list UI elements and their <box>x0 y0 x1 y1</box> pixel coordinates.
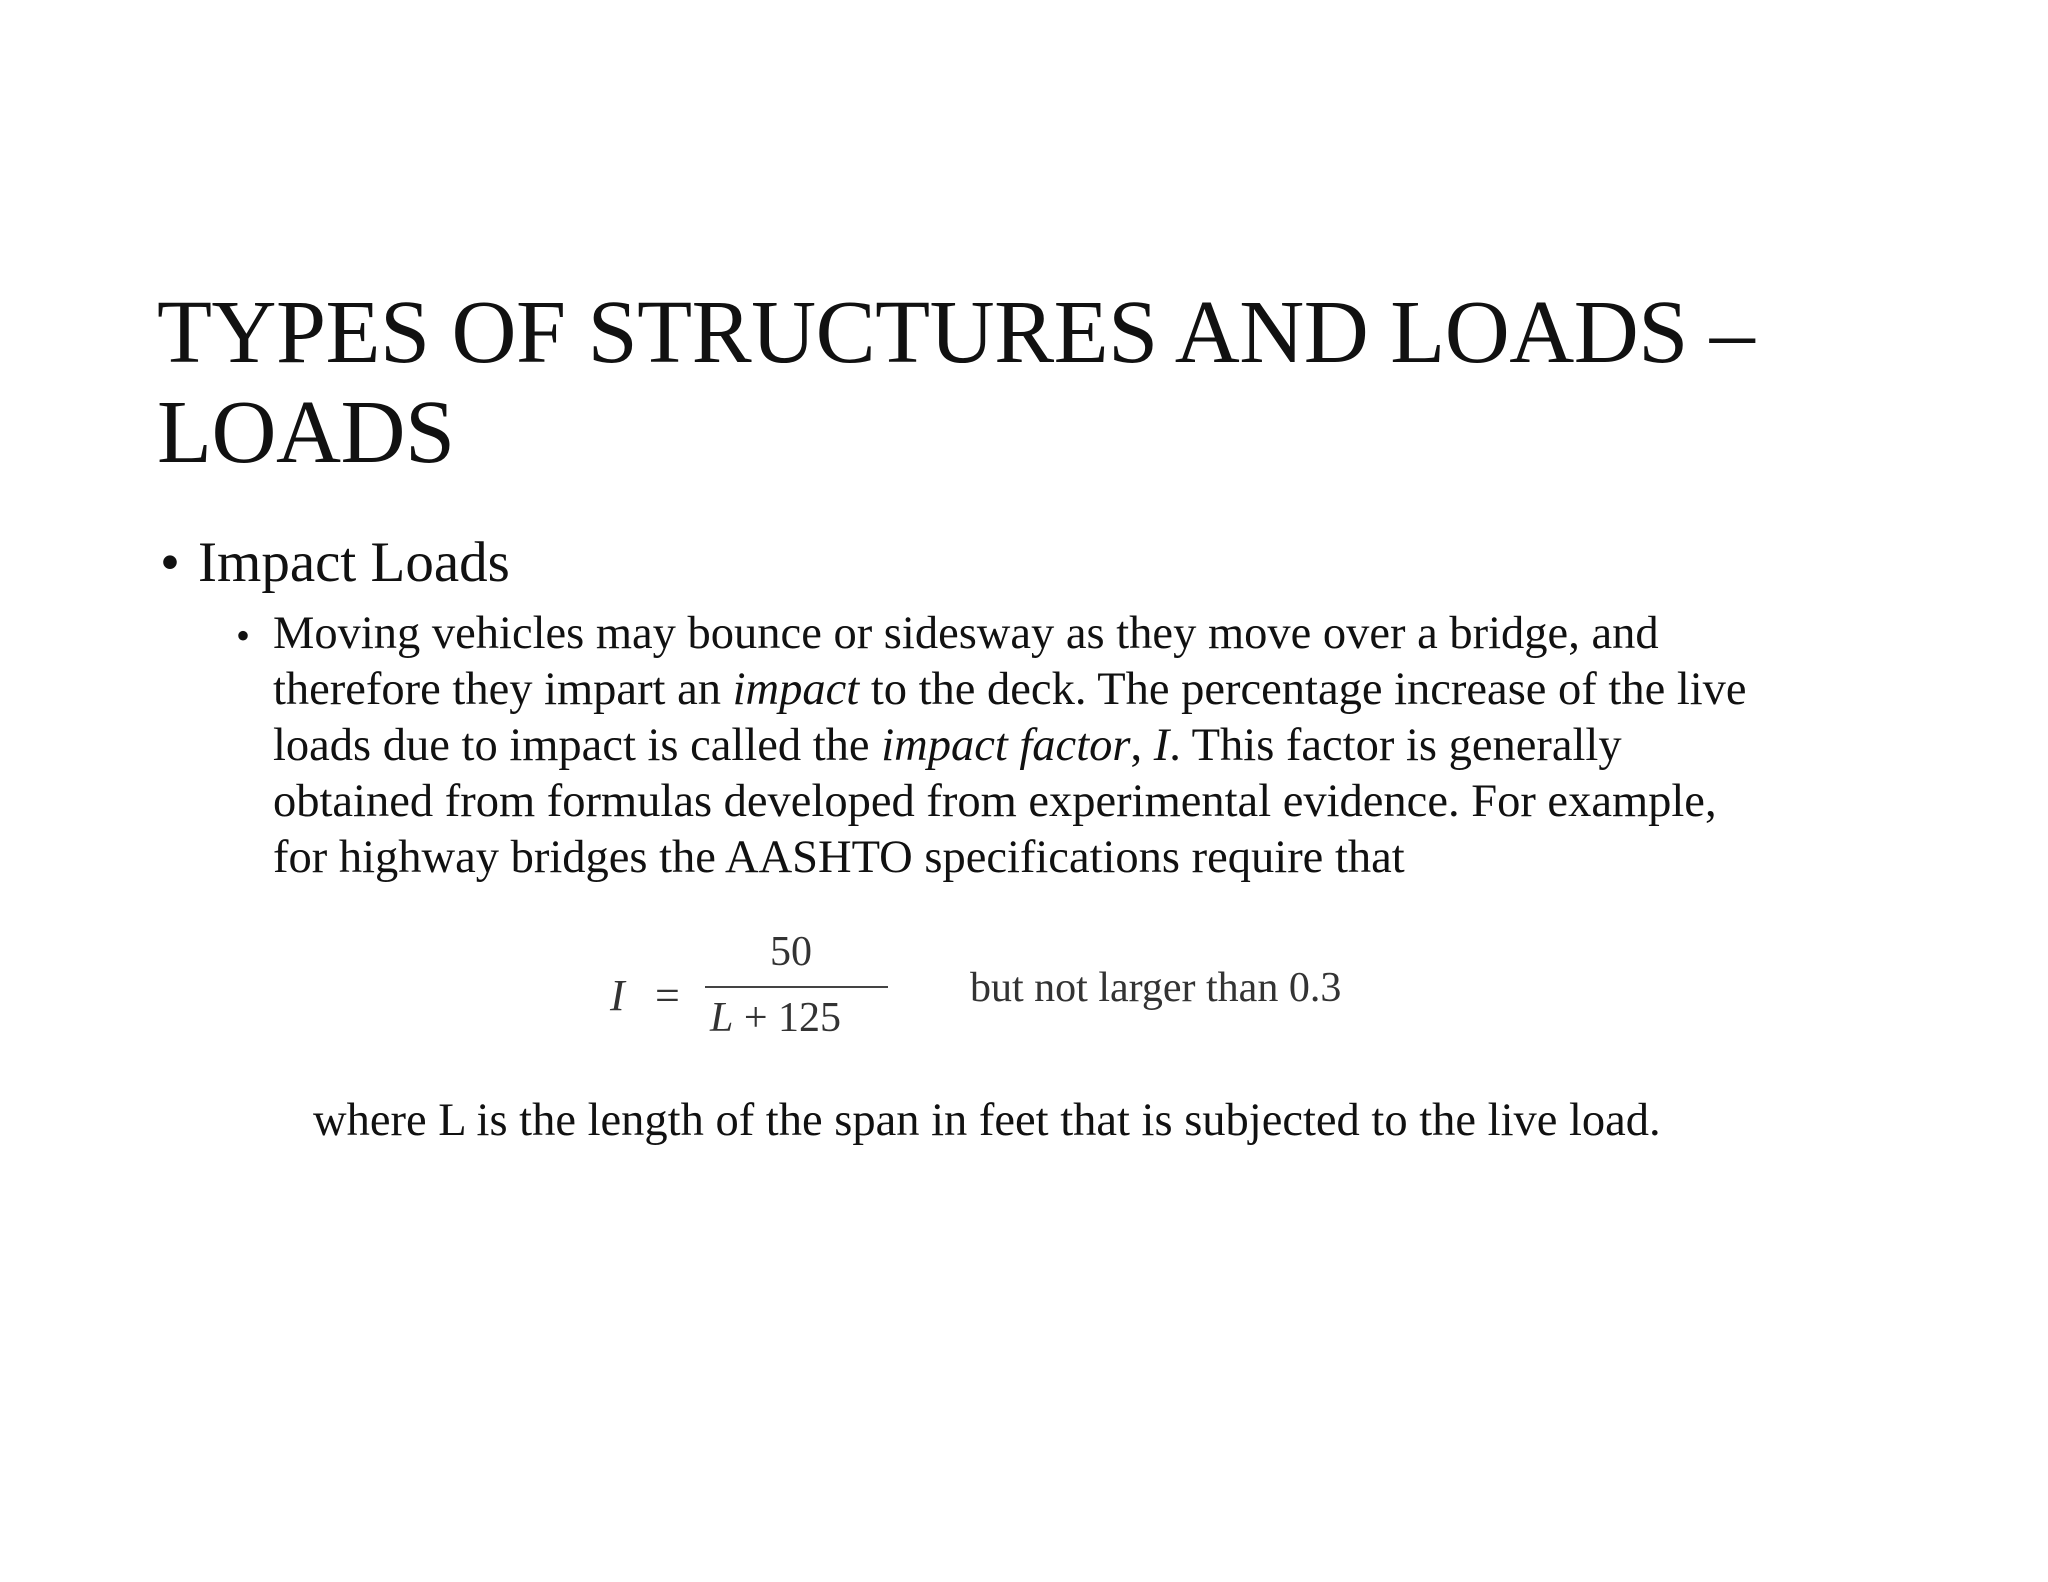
denominator-variable: L <box>710 995 734 1041</box>
formula-equals: = <box>655 971 680 1020</box>
fraction-bar <box>705 986 888 988</box>
paragraph-line-5: for highway bridges the AASHTO specifications require that <box>273 832 1405 883</box>
sub-bullet-paragraph <box>273 606 1913 886</box>
formula-numerator: 50 <box>770 929 812 975</box>
where-explanation: where L is the length of the span in feet that is subjected to the live load. <box>313 1095 1661 1146</box>
term-impact: impact <box>732 664 860 715</box>
denominator-constant: + 125 <box>733 995 842 1041</box>
paragraph-line-3: loads due to impact is called the impact factor, I. This factor is generally <box>273 720 1622 771</box>
paragraph-line-1: Moving vehicles may bounce or sidesway as they move over a bridge, and <box>273 608 1659 659</box>
paragraph-line-2: therefore they impart an impact to the deck. The percentage increase of the live <box>273 664 1747 715</box>
bullet-impact-loads <box>160 528 510 598</box>
title-line-1: TYPES OF STRUCTURES AND LOADS – <box>157 283 1755 382</box>
symbol-I: I <box>1153 720 1170 771</box>
sub-bullet-dot: • <box>236 613 251 658</box>
title-line-2: LOADS <box>157 383 455 482</box>
bullet-heading: Impact Loads <box>198 531 510 594</box>
bullet-dot: • <box>160 531 180 594</box>
slide-title <box>157 283 1957 483</box>
formula-lhs: I <box>610 971 625 1020</box>
term-impact-factor: impact factor <box>881 720 1131 771</box>
formula-denominator <box>710 994 841 1042</box>
paragraph-line-4: obtained from formulas developed from experimental evidence. For example, <box>273 776 1717 827</box>
formula-condition: but not larger than 0.3 <box>970 965 1342 1011</box>
